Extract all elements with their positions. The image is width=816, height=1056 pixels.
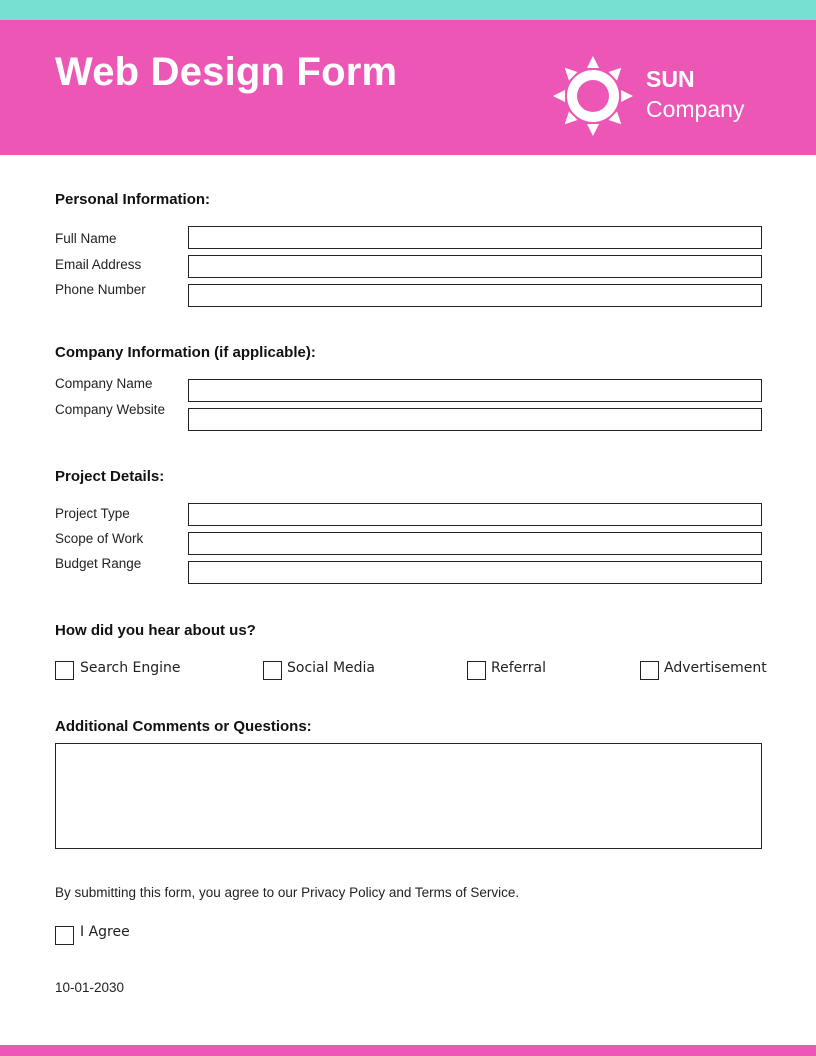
bottom-accent-strip: [0, 1045, 816, 1056]
budget-range-input[interactable]: [188, 561, 762, 584]
company-website-input[interactable]: [188, 408, 762, 431]
project-type-input[interactable]: [188, 503, 762, 526]
social-media-checkbox[interactable]: [263, 661, 282, 680]
top-accent-strip: [0, 0, 816, 20]
project-type-label: Project Type: [55, 506, 130, 521]
company-name-input[interactable]: [188, 379, 762, 402]
terms-notice: By submitting this form, you agree to our Privacy Policy and Terms of Service.: [55, 885, 520, 900]
brand-name: SUN: [646, 66, 695, 92]
email-address-label: Email Address: [55, 257, 142, 272]
full-name-label: Full Name: [55, 231, 117, 246]
company-website-label: Company Website: [55, 402, 166, 417]
search-engine-label: Search Engine: [80, 660, 181, 676]
agree-checkbox[interactable]: [55, 926, 74, 945]
phone-number-input[interactable]: [188, 284, 762, 307]
project-details-heading: Project Details:: [55, 468, 165, 485]
brand-subtitle: Company: [646, 96, 745, 122]
search-engine-checkbox[interactable]: [55, 661, 74, 680]
scope-of-work-input[interactable]: [188, 532, 762, 555]
sun-icon: [553, 56, 633, 136]
advertisement-label: Advertisement: [664, 660, 767, 676]
referral-heading: How did you hear about us?: [55, 622, 256, 639]
referral-label: Referral: [491, 660, 546, 676]
social-media-label: Social Media: [287, 660, 376, 676]
email-address-input[interactable]: [188, 255, 762, 278]
comments-heading: Additional Comments or Questions:: [55, 718, 312, 735]
company-info-heading: Company Information (if applicable):: [55, 344, 316, 361]
page-title: Web Design Form: [55, 50, 398, 94]
scope-of-work-label: Scope of Work: [55, 531, 144, 546]
company-name-label: Company Name: [55, 376, 153, 391]
referral-checkbox[interactable]: [467, 661, 486, 680]
form-date: 10-01-2030: [55, 980, 125, 995]
agree-label: I Agree: [80, 924, 130, 940]
comments-textarea[interactable]: [55, 743, 762, 849]
advertisement-checkbox[interactable]: [640, 661, 659, 680]
budget-range-label: Budget Range: [55, 556, 142, 571]
personal-info-heading: Personal Information:: [55, 191, 211, 208]
phone-number-label: Phone Number: [55, 282, 146, 297]
full-name-input[interactable]: [188, 226, 762, 249]
